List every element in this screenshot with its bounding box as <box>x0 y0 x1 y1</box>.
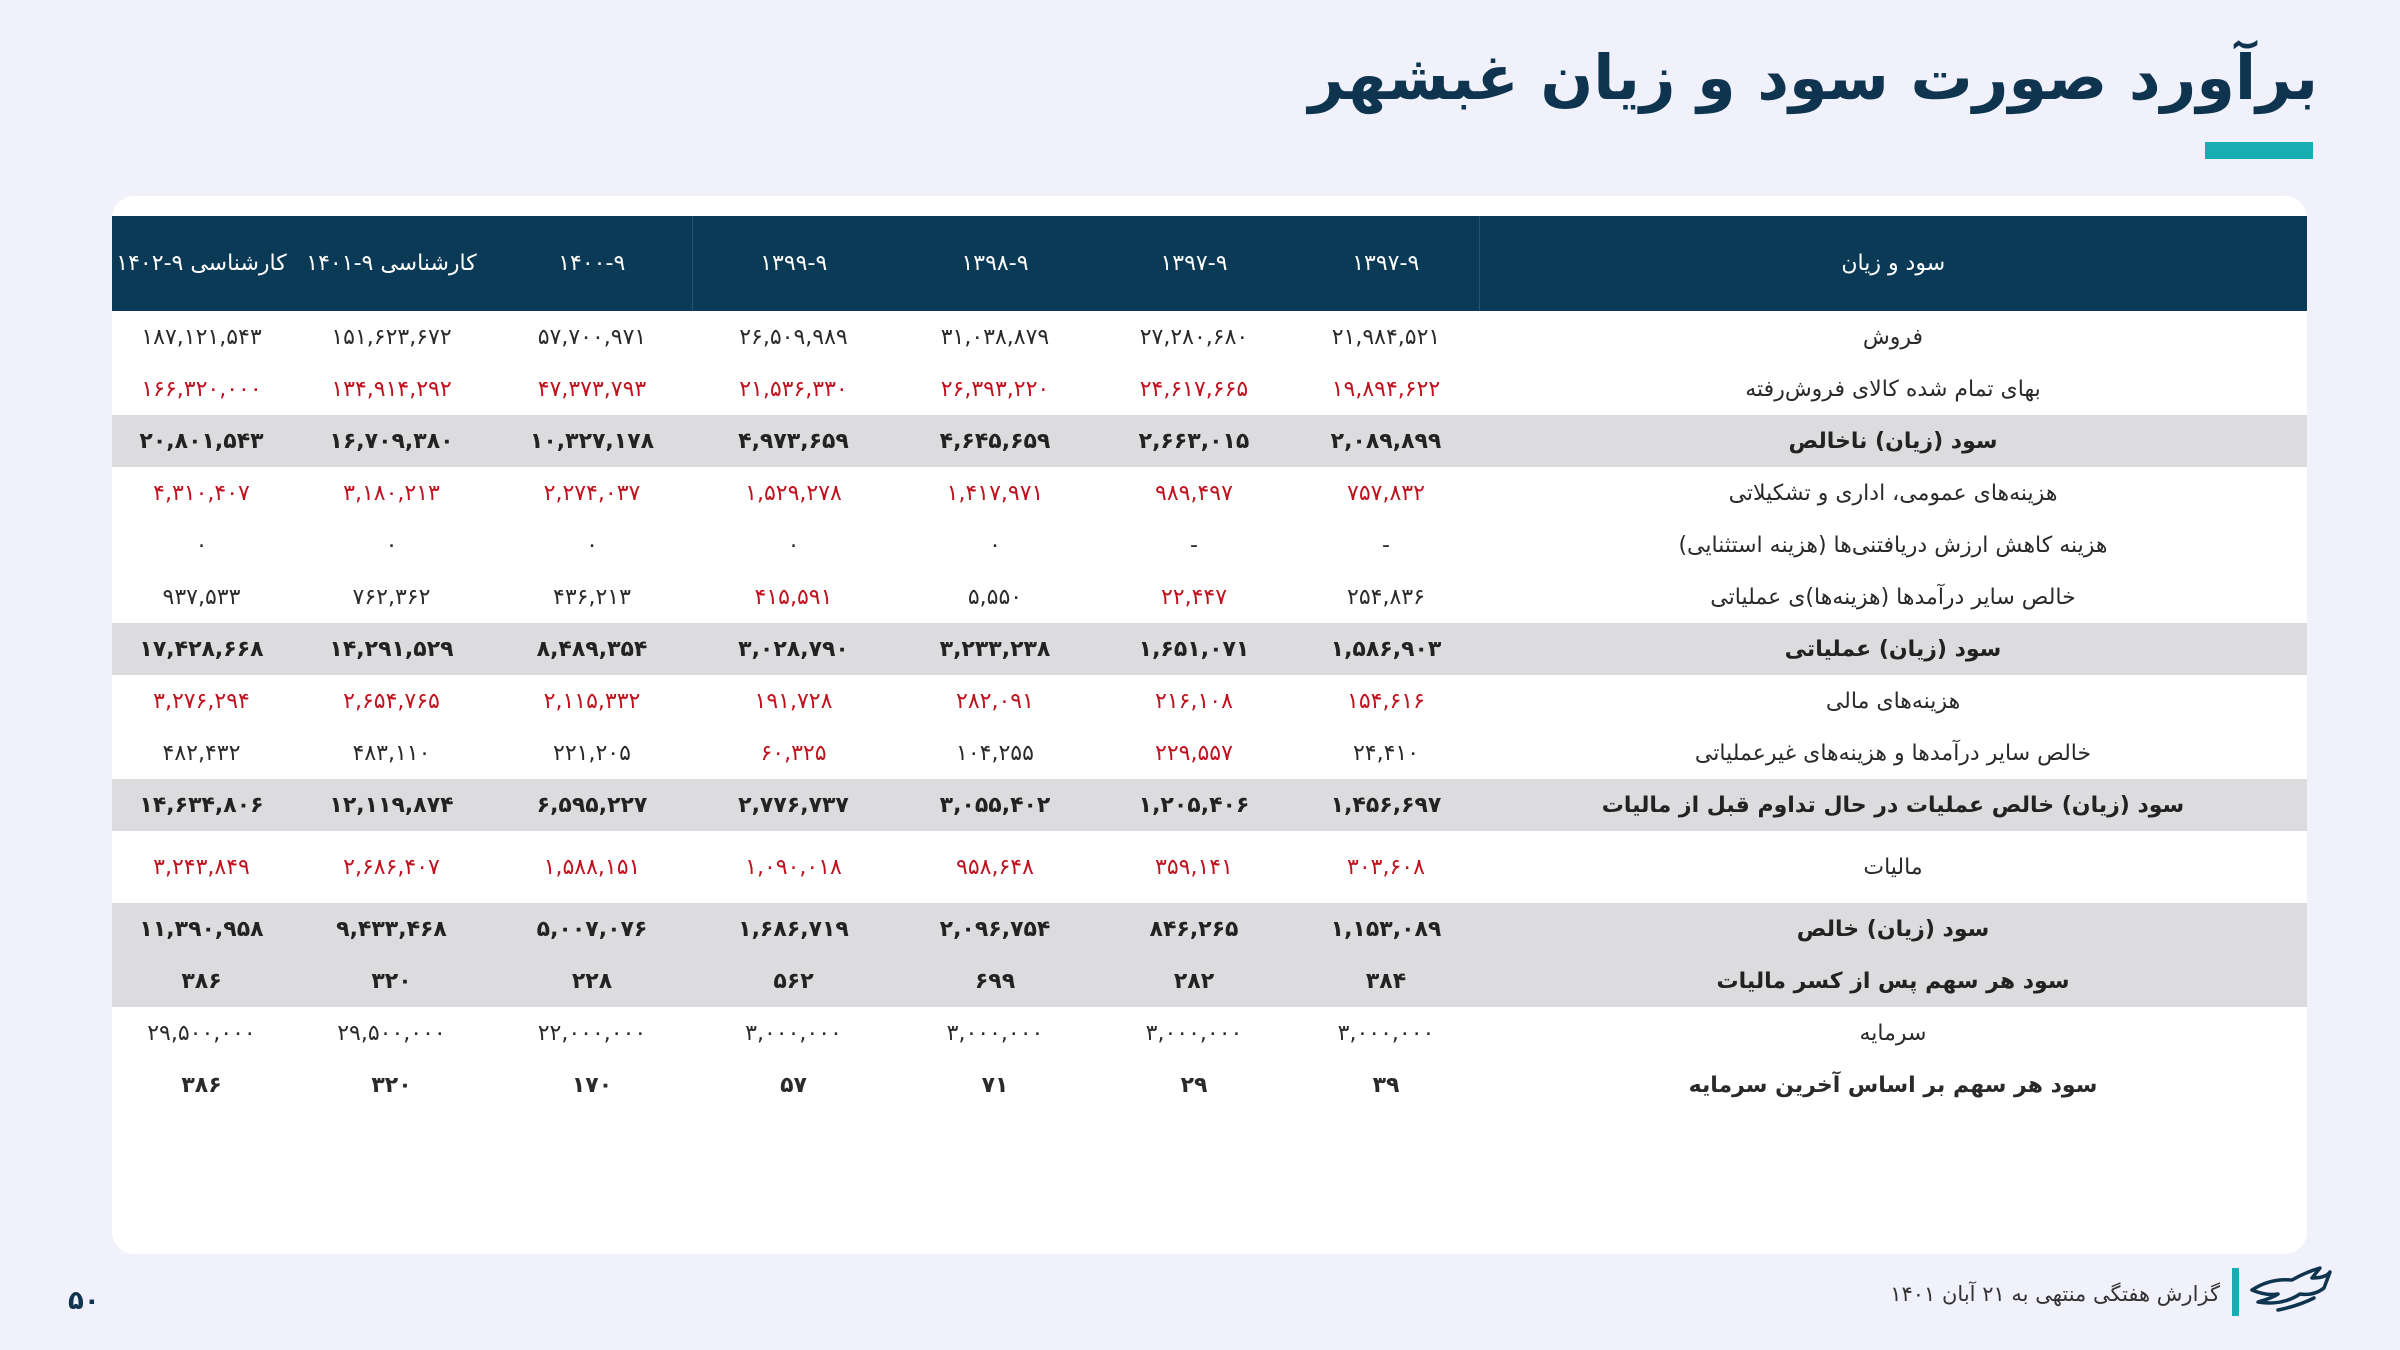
table-cell: ۳,۰۵۵,۴۰۲ <box>895 779 1095 831</box>
table-cell: ۳,۲۴۳,۸۴۹ <box>153 854 250 880</box>
table-cell: ۵۷,۷۰۰,۹۷۱ <box>537 324 647 350</box>
table-cell: ۳۹ <box>1372 1072 1400 1098</box>
header-1397-9-b: ۱۳۹۷-۹ <box>1095 216 1293 311</box>
table-row <box>112 415 2307 467</box>
table-cell: ۳,۰۲۸,۷۹۰ <box>692 623 895 675</box>
table-cell: ۱۹۱,۷۲۸ <box>754 688 833 714</box>
table-cell: ۱۰,۳۲۷,۱۷۸ <box>492 415 692 467</box>
row-label: مالیات <box>1863 854 1923 880</box>
row-label: خالص سایر درآمدها (هزینه‌ها)ی عملیاتی <box>1710 584 2076 610</box>
table-cell: ۲۱,۹۸۴,۵۲۱ <box>1331 324 1441 350</box>
table-cell: ۲,۰۹۶,۷۵۴ <box>895 903 1095 955</box>
table-cell: ۴۸۳,۱۱۰ <box>352 740 431 766</box>
table-cell: ۹,۴۳۳,۴۶۸ <box>291 903 492 955</box>
row-label: هزینه‌های مالی <box>1825 688 1961 714</box>
table-cell: ۱,۴۵۶,۶۹۷ <box>1293 779 1479 831</box>
header-1399-9: ۱۳۹۹-۹ <box>692 216 895 311</box>
table-cell: ۵,۵۵۰ <box>967 584 1023 610</box>
table-row <box>112 955 2307 1007</box>
table-cell: ۱۴,۲۹۱,۵۲۹ <box>291 623 492 675</box>
table-row <box>112 467 2307 519</box>
table-cell: ۳,۰۰۰,۰۰۰ <box>1145 1020 1243 1046</box>
table-cell: ۳۰۳,۶۰۸ <box>1347 854 1425 880</box>
row-label: سود (زیان) خالص <box>1479 903 2307 955</box>
table-cell: ۰ <box>787 532 800 558</box>
table-cell: ۲,۰۸۹,۸۹۹ <box>1293 415 1479 467</box>
company-logo-icon <box>2248 1266 2334 1316</box>
header-1398-9: ۱۳۹۸-۹ <box>895 216 1095 311</box>
table-cell: ۳۵۹,۱۴۱ <box>1155 854 1233 880</box>
table-cell: ۲۲۹,۵۵۷ <box>1155 740 1233 766</box>
table-cell: ۱۳۴,۹۱۴,۲۹۲ <box>331 376 452 402</box>
table-cell: ۱,۱۵۳,۰۸۹ <box>1293 903 1479 955</box>
footer-report-text: گزارش هفتگی منتهی به ۲۱ آبان ۱۴۰۱ <box>1890 1282 2220 1306</box>
table-cell: ۱۴,۶۳۴,۸۰۶ <box>112 779 291 831</box>
table-row <box>112 363 2307 415</box>
table-cell: ۲,۲۷۴,۰۳۷ <box>543 480 641 506</box>
page-number: ۵۰ <box>68 1286 100 1316</box>
row-label: هزینه کاهش ارزش دریافتنی‌ها (هزینه استثنایی) <box>1678 532 2108 558</box>
row-label: بهای تمام شده کالای فروش‌رفته <box>1745 376 2041 402</box>
row-label: سود هر سهم بر اساس آخرین سرمایه <box>1688 1072 2098 1098</box>
table-cell: ۲۲,۴۴۷ <box>1160 584 1228 610</box>
title-accent-bar <box>2205 142 2313 159</box>
table-cell: ۱,۵۸۶,۹۰۳ <box>1293 623 1479 675</box>
table-cell: ۱۱,۳۹۰,۹۵۸ <box>112 903 291 955</box>
table-cell: ۱,۶۵۱,۰۷۱ <box>1095 623 1293 675</box>
table-cell: ۳۸۶ <box>181 1072 222 1098</box>
table-cell: ۱۵۴,۶۱۶ <box>1347 688 1425 714</box>
table-cell: ۴۸۲,۴۳۲ <box>162 740 241 766</box>
row-label: سود هر سهم پس از کسر مالیات <box>1479 955 2307 1007</box>
table-cell: ۹۸۹,۴۹۷ <box>1155 480 1233 506</box>
table-cell: ۱۸۷,۱۲۱,۵۴۳ <box>141 324 262 350</box>
income-statement-table <box>112 216 2307 1111</box>
table-cell: ۲۶,۳۹۳,۲۲۰ <box>940 376 1050 402</box>
row-label: هزینه‌های عمومی، اداری و تشکیلاتی <box>1728 480 2058 506</box>
table-cell: ۶,۵۹۵,۲۲۷ <box>492 779 692 831</box>
table-cell: ۰ <box>586 532 598 558</box>
table-row <box>112 311 2307 363</box>
table-row <box>112 831 2307 903</box>
table-row <box>112 1007 2307 1059</box>
table-cell: ۱,۲۰۵,۴۰۶ <box>1095 779 1293 831</box>
table-cell: ۲۱,۵۳۶,۳۳۰ <box>739 376 848 402</box>
row-label: سود (زیان) خالص عملیات در حال تداوم قبل از مالیات <box>1479 779 2307 831</box>
table-cell: ۳,۰۰۰,۰۰۰ <box>1337 1020 1435 1046</box>
table-cell: ۲۹,۵۰۰,۰۰۰ <box>337 1020 446 1046</box>
table-cell: ۳۸۶ <box>112 955 291 1007</box>
row-label: سود (زیان) ناخالص <box>1479 415 2307 467</box>
table-cell: ۲۸۲,۰۹۱ <box>956 688 1034 714</box>
table-cell: ۲۱۶,۱۰۸ <box>1155 688 1233 714</box>
table-row <box>112 1059 2307 1111</box>
page-title: برآورد صورت سود و زیان غبشهر <box>1308 41 2318 114</box>
table-cell: ۳,۱۸۰,۲۱۳ <box>343 480 440 506</box>
table-cell: ۵,۰۰۷,۰۷۶ <box>492 903 692 955</box>
table-card <box>112 196 2307 1254</box>
table-cell: ۵۶۲ <box>692 955 895 1007</box>
table-cell: ۰ <box>385 532 398 558</box>
table-row <box>112 903 2307 955</box>
table-cell: ۸۴۶,۲۶۵ <box>1095 903 1293 955</box>
table-cell: ۱,۴۱۷,۹۷۱ <box>946 480 1044 506</box>
table-row <box>112 623 2307 675</box>
table-cell: ۳,۰۰۰,۰۰۰ <box>745 1020 842 1046</box>
table-cell: ۱,۶۸۶,۷۱۹ <box>692 903 895 955</box>
table-cell: ۲,۶۶۳,۰۱۵ <box>1095 415 1293 467</box>
table-cell: ۲,۷۷۶,۷۳۷ <box>692 779 895 831</box>
table-cell: ۳,۲۳۳,۲۳۸ <box>895 623 1095 675</box>
table-cell: ۱,۵۸۸,۱۵۱ <box>543 854 641 880</box>
table-cell: ۱۲,۱۱۹,۸۷۴ <box>291 779 492 831</box>
table-cell: ۷۱ <box>981 1072 1009 1098</box>
header-1397-9: ۱۳۹۷-۹ <box>1293 216 1479 311</box>
table-cell: - <box>1382 532 1390 558</box>
table-cell: ۰ <box>195 532 208 558</box>
table-cell: ۴,۶۴۵,۶۵۹ <box>895 415 1095 467</box>
table-cell: ۲۲۱,۲۰۵ <box>553 740 631 766</box>
table-cell: ۱۷,۴۲۸,۶۶۸ <box>112 623 291 675</box>
table-cell: ۲۷,۲۸۰,۶۸۰ <box>1139 324 1249 350</box>
header-1401-estimate: کارشناسی ۹-۱۴۰۱ <box>291 216 492 311</box>
table-cell: ۲۲,۰۰۰,۰۰۰ <box>537 1020 647 1046</box>
table-cell: ۲۹ <box>1180 1072 1208 1098</box>
row-label: خالص سایر درآمدها و هزینه‌های غیرعملیاتی <box>1694 740 2092 766</box>
table-cell: ۲۰,۸۰۱,۵۴۳ <box>112 415 291 467</box>
header-item-label: سود و زیان <box>1479 216 2307 311</box>
table-cell: ۰ <box>989 532 1001 558</box>
table-cell: ۱۰۴,۲۵۵ <box>956 740 1034 766</box>
table-cell: ۷۵۷,۸۳۲ <box>1347 480 1425 506</box>
header-1400-9: ۱۴۰۰-۹ <box>492 216 692 311</box>
table-cell: ۲۵۴,۸۳۶ <box>1347 584 1425 610</box>
table-cell: ۳۲۰ <box>371 1072 412 1098</box>
table-cell: ۲۲۸ <box>492 955 692 1007</box>
table-cell: ۱۶,۷۰۹,۳۸۰ <box>291 415 492 467</box>
table-cell: ۲۴,۶۱۷,۶۶۵ <box>1139 376 1249 402</box>
header-1402-estimate: کارشناسی ۹-۱۴۰۲ <box>112 216 291 311</box>
table-cell: ۶۹۹ <box>895 955 1095 1007</box>
table-cell: ۱۶۶,۳۲۰,۰۰۰ <box>141 376 262 402</box>
table-cell: ۱۷۰ <box>571 1072 613 1098</box>
table-cell: ۴,۳۱۰,۴۰۷ <box>153 480 250 506</box>
table-cell: ۳۲۰ <box>291 955 492 1007</box>
table-cell: ۸,۴۸۹,۳۵۴ <box>492 623 692 675</box>
table-cell: ۹۵۸,۶۴۸ <box>956 854 1034 880</box>
table-cell: ۱,۰۹۰,۰۱۸ <box>745 854 842 880</box>
table-cell: ۳۱,۰۳۸,۸۷۹ <box>940 324 1050 350</box>
table-cell: ۴,۹۷۳,۶۵۹ <box>692 415 895 467</box>
table-cell: - <box>1190 532 1198 558</box>
table-cell: ۱,۵۲۹,۲۷۸ <box>745 480 842 506</box>
footer-accent-bar <box>2232 1268 2239 1316</box>
table-row <box>112 675 2307 727</box>
table-cell: ۲,۶۵۴,۷۶۵ <box>343 688 440 714</box>
table-cell: ۹۳۷,۵۳۳ <box>162 584 241 610</box>
table-cell: ۱۹,۸۹۴,۶۲۲ <box>1331 376 1441 402</box>
table-row <box>112 779 2307 831</box>
table-cell: ۳,۰۰۰,۰۰۰ <box>946 1020 1044 1046</box>
table-cell: ۳۸۴ <box>1293 955 1479 1007</box>
table-cell: ۵۷ <box>780 1072 807 1098</box>
table-row <box>112 519 2307 571</box>
row-label: سرمایه <box>1859 1020 1927 1046</box>
table-cell: ۲۴,۴۱۰ <box>1352 740 1420 766</box>
row-label: سود (زیان) عملیاتی <box>1479 623 2307 675</box>
table-cell: ۴۱۵,۵۹۱ <box>754 584 833 610</box>
table-cell: ۱۵۱,۶۲۳,۶۷۲ <box>331 324 452 350</box>
table-row <box>112 727 2307 779</box>
table-cell: ۳,۲۷۶,۲۹۴ <box>153 688 250 714</box>
table-cell: ۴۳۶,۲۱۳ <box>553 584 631 610</box>
table-cell: ۴۷,۳۷۳,۷۹۳ <box>537 376 647 402</box>
table-cell: ۷۶۲,۳۶۲ <box>352 584 431 610</box>
row-label: فروش <box>1862 324 1924 350</box>
table-cell: ۲۸۲ <box>1095 955 1293 1007</box>
table-cell: ۲,۱۱۵,۳۳۲ <box>543 688 641 714</box>
table-row <box>112 571 2307 623</box>
table-header-row <box>112 216 2307 311</box>
table-cell: ۲,۶۸۶,۴۰۷ <box>343 854 440 880</box>
table-cell: ۲۹,۵۰۰,۰۰۰ <box>147 1020 256 1046</box>
table-cell: ۶۰,۳۲۵ <box>760 740 827 766</box>
table-cell: ۲۶,۵۰۹,۹۸۹ <box>739 324 848 350</box>
